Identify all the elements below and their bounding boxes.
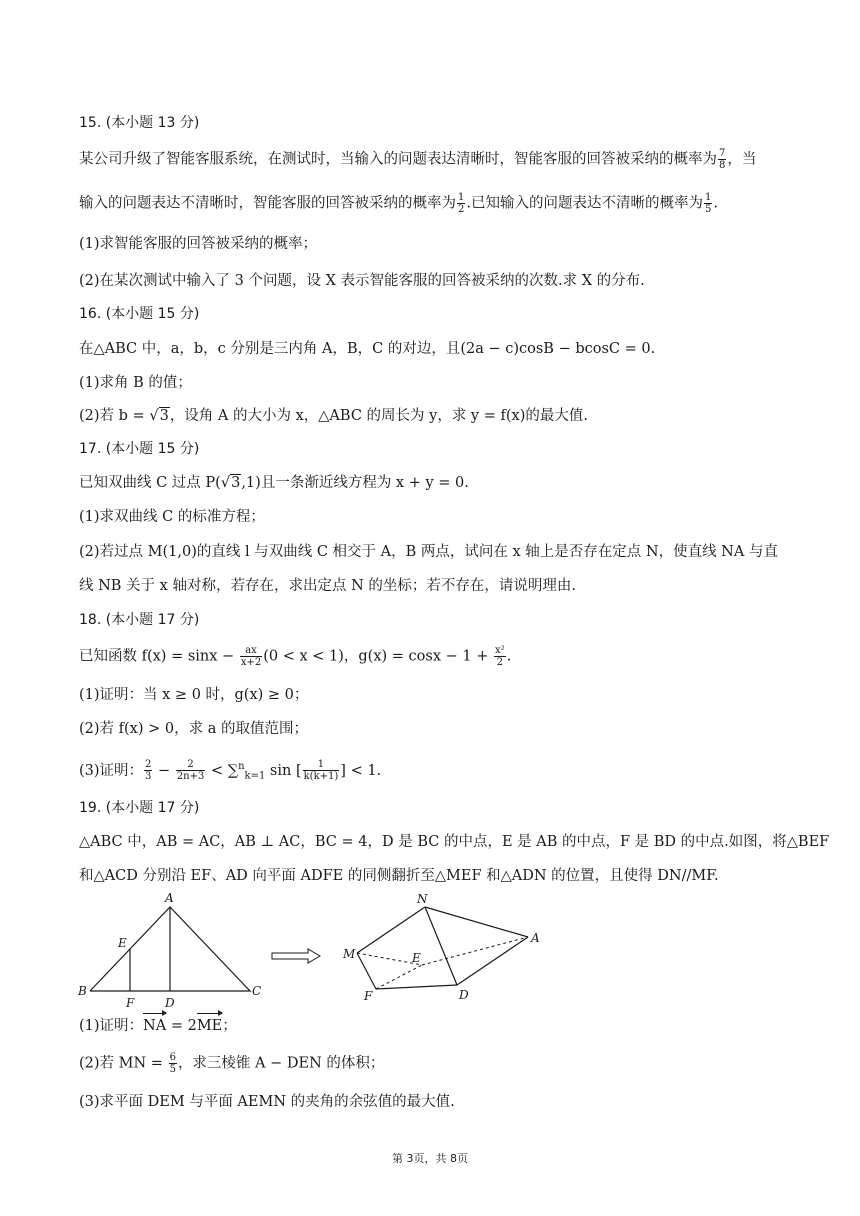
segment-mf [357, 953, 376, 989]
q18-stem: 已知函数 f(x) = sinx − $\frac{ax}{x+2}$ (0 < x < 1)，g(x) = cosx − 1 + $\frac{\text{x²}}{2}$ . [79, 645, 512, 668]
q16-stem: 在△ABC 中，a，b，c 分别是三内角 A，B，C 的对边，且(2a − c)cosB − bcosC = 0. [79, 341, 656, 357]
q17-heading: 17. (本小题 15 分) [79, 441, 200, 457]
label-f-left: F [126, 996, 135, 1010]
arrow-icon [272, 949, 320, 963]
q16-part1: (1)求角 B 的值； [79, 375, 192, 391]
segment-fe [376, 965, 422, 989]
q19-stem-line1: △ABC 中，AB = AC，AB ⊥ AC，BC = 4，D 是 BC 的中点，E 是 AB 的中点，F 是 BD 的中点.如图，将△BEF [79, 834, 830, 850]
label-d-left: D [165, 996, 175, 1010]
q19-part2: (2)若 MN = $\frac{6}{5}$ ，求三棱锥 A − DEN 的体积； [79, 1052, 385, 1075]
label-b-left: B [78, 984, 87, 998]
q17-part2-line1: (2)若过点 M(1,0)的直线 l 与双曲线 C 相交于 A，B 两点，试问在 x 轴上是否存在定点 N，使直线 NA 与直 [79, 544, 778, 560]
q17-part2-line2: 线 NB 关于 x 轴对称，若存在，求出定点 N 的坐标；若不存在，请说明理由. [79, 578, 576, 594]
q18-part1: (1)证明：当 x ≥ 0 时，g(x) ≥ 0； [79, 687, 309, 703]
q15-part1: (1)求智能客服的回答被采纳的概率； [79, 236, 318, 252]
q19-heading: 19. (本小题 17 分) [79, 800, 200, 816]
page-footer: 第 3页，共 8页 [392, 1152, 468, 1165]
q15-part2: (2)在某次测试中输入了 3 个问题，设 X 表示智能客服的回答被采纳的次数.求 X 的分布. [79, 273, 645, 289]
q19-part3: (3)求平面 DEM 与平面 AEMN 的夹角的余弦值的最大值. [79, 1094, 455, 1110]
q15-heading: 15. (本小题 13 分) [79, 115, 200, 131]
label-c-left: C [252, 984, 262, 998]
q18-part2: (2)若 f(x) > 0，求 a 的取值范围； [79, 721, 308, 737]
q16-heading: 16. (本小题 15 分) [79, 306, 200, 322]
label-n: N [417, 892, 428, 906]
q15-stem-line1: 某公司升级了智能客服系统，在测试时，当输入的问题表达清晰时，智能客服的回答被采纳的概率为 $\frac{7}{8}$ ，当 [79, 148, 757, 171]
segment-nd [425, 907, 457, 985]
q19-stem-line2: 和△ACD 分别沿 EF、AD 向平面 ADFE 的同侧翻折至△MEF 和△ADN 的位置，且使得 DN//MF. [79, 868, 719, 884]
q17-stem: 已知双曲线 C 过点 P(√3,1)且一条渐近线方程为 x + y = 0. [79, 475, 469, 491]
label-e-left: E [118, 936, 127, 950]
fold-figure [70, 885, 570, 1010]
q16-part2: (2)若 b = √3，设角 A 的大小为 x，△ABC 的周长为 y，求 y = f(x)的最大值. [79, 408, 588, 424]
segment-da [457, 937, 528, 985]
q18-heading: 18. (本小题 17 分) [79, 612, 200, 628]
fraction-7-8: $\frac{7}{8}$ [719, 148, 726, 171]
label-e-right: E [412, 951, 421, 965]
q19-part1: (1)证明：NA = 2ME； [79, 1013, 800, 1037]
label-f-right: F [364, 989, 373, 1003]
segment-na [425, 907, 528, 937]
segment-mn [357, 907, 425, 953]
label-d-right: D [459, 988, 469, 1002]
q15-stem-line2: 输入的问题表达不清晰时，智能客服的回答被采纳的概率为 $\frac{1}{2}$ .已知输入的问题表达不清晰的概率为 $\frac{1}{5}$ . [79, 192, 718, 215]
label-a-left: A [165, 891, 174, 905]
q17-part1: (1)求双曲线 C 的标准方程； [79, 509, 265, 525]
label-a-right: A [531, 931, 540, 945]
q18-part3: (3)证明： $\frac{2}{3}$ − $\frac{2}{2n+3}$ < ∑$^n_{k=1}$ sin [ $\frac{1}{k(k+1)}$ ] < 1. [79, 759, 382, 783]
segment-fd [376, 985, 457, 989]
segment-ea [422, 937, 528, 965]
label-m: M [343, 947, 356, 961]
